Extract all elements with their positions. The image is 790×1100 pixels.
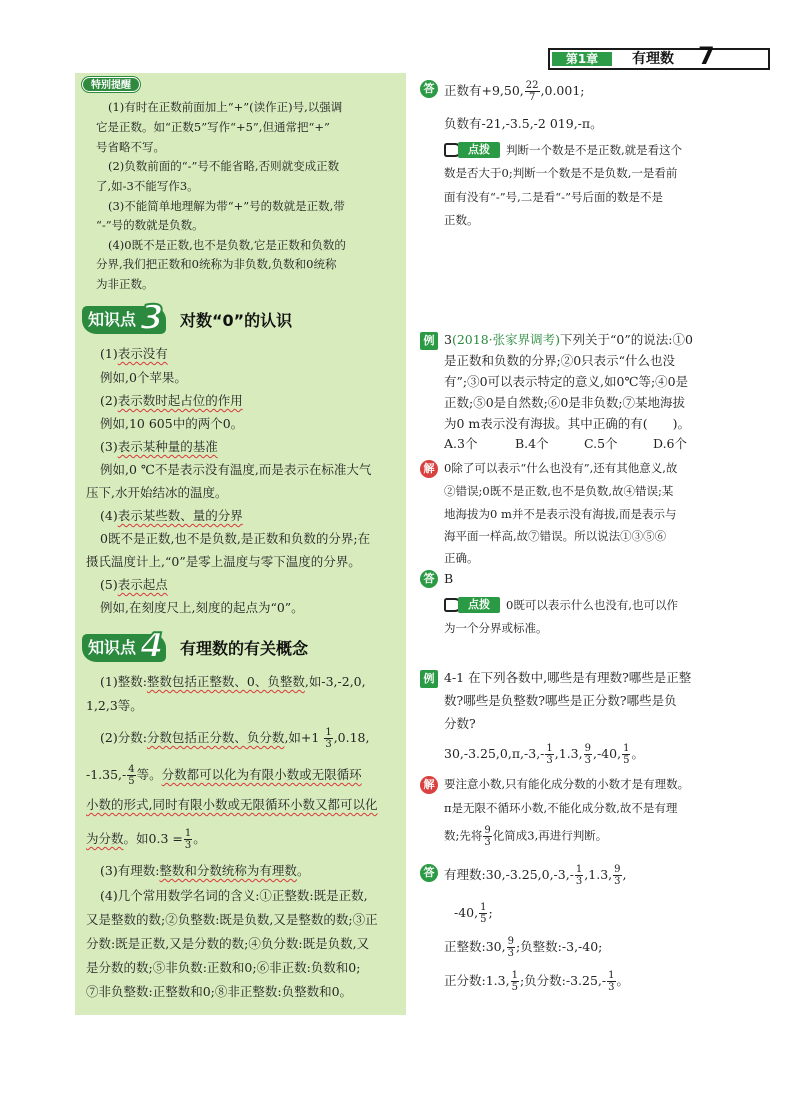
fraction: $\frac{9}{3}$ (507, 936, 514, 959)
tip-text: 判断一个数是不是正数,就是看这个 (506, 143, 683, 157)
kp3-line: 例如,在刻度尺上,刻度的起点为“0”。 (100, 600, 304, 615)
answer-line: 有理数:30,-3.25,0,-3,- $\frac{1}{3}$ ,1.3, $\frac{9}{3}$ , (444, 864, 627, 887)
chapter-header (548, 48, 770, 70)
tip-label: 特别提醒 (82, 77, 140, 92)
tip-text: 为一个分界或标准。 (444, 621, 548, 635)
number-list: 30,-3.25,0,π,-3,- $\frac{1}{3}$ ,1.3, $\frac{9}{3}$ ,-40, $\frac{1}{5}$ 。 (444, 743, 644, 766)
fraction: $\frac{22}{7}$ (525, 80, 539, 103)
fraction: $\frac{1}{5}$ (480, 902, 487, 925)
solution-line: ②错误;0既不是正数,也不是负数,故④错误;某 (444, 484, 674, 498)
example-line: 是正数和负数的分界;②0只表示“什么也没 (444, 353, 676, 368)
option-a: A.3个 (444, 436, 478, 451)
kp4-line: 又是整数的数;②负整数:既是负数,又是整数的数;③正 (86, 912, 378, 927)
answer-line: 正分数:1.3, $\frac{1}{5}$ ;负分数:-3.25,- $\frac{1}{3}$ 。 (444, 970, 630, 993)
fraction: $\frac{1}{3}$ (325, 727, 332, 750)
kp3-line: 0既不是正数,也不是负数,是正数和负数的分界;在 (100, 531, 371, 546)
kp3-line: (5)表示起点 (100, 577, 168, 592)
solution-badge: 解 (420, 776, 438, 794)
solution-line: 地海拔为0 m并不是表示没有海拔,而是表示与 (444, 507, 677, 521)
kp-title: 有理数的有关概念 (180, 639, 309, 658)
kp-title: 对数“0”的认识 (180, 311, 293, 330)
kp4-line: (3)有理数:整数和分数统称为有理数。 (100, 863, 310, 878)
tip-text: 数是否大于0;判断一个数是不是负数,一是看前 (444, 166, 678, 180)
answer-badge: 答 (420, 80, 438, 98)
kp3-line: (1)表示没有 (100, 346, 168, 361)
example-line: 4-1 在下列各数中,哪些是有理数?哪些是正整 (444, 670, 692, 685)
example-line: 有”;③0可以表示特定的意义,如0℃等;④0是 (444, 374, 689, 389)
chapter-title: 有理数 (632, 51, 674, 67)
kp4-line: -1.35,- $\frac{4}{5}$ 等。分数都可以化为有限小数或无限循环 (86, 764, 362, 787)
kp3-line: (2)表示数时起占位的作用 (100, 393, 243, 408)
kp4-line: (4)几个常用数学名词的含义:①正整数:既是正数, (100, 888, 368, 903)
solution-line: 数;先将 $\frac{9}{3}$ 化简成3,再进行判断。 (444, 825, 608, 848)
kp4-line: (1)整数:整数包括正整数、0、负整数,如-3,-2,0, (100, 674, 366, 689)
fraction: $\frac{1}{3}$ (546, 743, 553, 766)
kp3-line: (4)表示某些数、量的分界 (100, 508, 243, 523)
fraction: $\frac{1}{3}$ (184, 828, 192, 851)
kp3-line: 摄氏温度计上,“0”是零上温度与零下温度的分界。 (86, 554, 361, 569)
tip-text: 面有没有“-”号,二是看“-”号后面的数是不是 (444, 190, 663, 204)
solution-line: 0除了可以表示“什么也没有”,还有其他意义,故 (444, 461, 678, 475)
fraction: $\frac{9}{3}$ (484, 825, 491, 848)
chapter-label: 第1章 (552, 52, 612, 66)
answer-line: 正整数:30, $\frac{9}{3}$ ;负整数:-3,-40; (444, 936, 603, 959)
kp4-line: 小数的形式,同时有限小数或无限循环小数又都可以化 (86, 797, 378, 812)
tip-badge-label: 点拨 (458, 142, 500, 158)
answer-badge: 答 (420, 864, 438, 882)
tip-line: (1)有时在正数前面加上“+”(读作正)号,以强调 (108, 100, 343, 114)
page-number: 7 (698, 42, 715, 70)
kp3-line: 压下,水开始结冰的温度。 (86, 485, 228, 500)
solution-line: 正确。 (444, 551, 479, 565)
solution-badge: 解 (420, 460, 438, 478)
kp3-line: (3)表示某种量的基准 (100, 439, 218, 454)
example-line: 为0 m表示没有海拔。其中正确的有( )。 (444, 416, 691, 431)
fraction: $\frac{9}{3}$ (614, 864, 621, 887)
kp4-line: 为分数。如0.3 = $\frac{1}{3}$ 。 (86, 828, 206, 851)
tip-line: 了,如-3不能写作3。 (96, 179, 199, 193)
example-badge: 例 (420, 670, 438, 688)
tip-line: 它是正数。如“正数5”写作“+5”,但通常把“+” (96, 120, 330, 134)
tip-line: 号省略不写。 (96, 140, 165, 154)
example-badge: 例 (420, 332, 438, 350)
example-line: 分数? (444, 716, 476, 731)
tip-line: (4)0既不是正数,也不是负数,它是正数和负数的 (108, 238, 346, 252)
kp4-line: 分数:既是正数,又是分数的数;④负分数:既是负数,又 (86, 936, 370, 951)
kp-number: 3 (140, 298, 164, 338)
kp-number: 4 (140, 626, 164, 666)
kp-label: 知识点 (82, 634, 166, 662)
tip-badge-label: 点拨 (458, 597, 500, 613)
answer-line: 负数有-21,-3.5,-2 019,-π。 (444, 116, 603, 131)
option-b: B.4个 (515, 436, 549, 451)
example-line: 3(2018·张家界调考)下列关于“0”的说法:①0 (444, 332, 693, 347)
example-line: 正数;⑤0是自然数;⑥0是非负数;⑦某地海拔 (444, 395, 686, 410)
tip-line: 为非正数。 (96, 277, 154, 291)
kp-label: 知识点 (82, 306, 166, 334)
fraction: $\frac{1}{3}$ (608, 970, 615, 993)
fraction: $\frac{4}{5}$ (128, 764, 135, 787)
kp4-line: ⑦非负整数:正整数和0;⑧非正整数:负整数和0。 (86, 984, 353, 999)
fraction: $\frac{1}{3}$ (575, 864, 583, 887)
tip-text: 正数。 (444, 213, 479, 227)
kp3-line: 例如,0 ℃不是表示没有温度,而是表示在标准大气 (100, 462, 372, 477)
answer-value: B (444, 571, 454, 586)
kp3-line: 例如,10 605中的两个0。 (100, 416, 244, 431)
kp4-line: (2)分数:分数包括正分数、负分数,如+1 $\frac{1}{3}$ ,0.18, (100, 727, 370, 750)
example-line: 数?哪些是负整数?哪些是正分数?哪些是负 (444, 693, 677, 708)
tip-line: (2)负数前面的“-”号不能省略,否则就变成正数 (108, 159, 340, 173)
fraction: $\frac{1}{5}$ (511, 970, 518, 993)
option-d: D.6个 (653, 436, 688, 451)
tip-line: 分界,我们把正数和0统称为非负数,负数和0统称 (96, 257, 337, 271)
option-c: C.5个 (584, 436, 618, 451)
kp4-line: 1,2,3等。 (86, 698, 143, 713)
kp4-line: 是分数的数;⑤非负数:正数和0;⑥非正数:负数和0; (86, 960, 361, 975)
kp3-line: 例如,0个苹果。 (100, 370, 187, 385)
solution-line: 要注意小数,只有能化成分数的小数才是有理数。 (444, 777, 690, 791)
solution-line: 海平面一样高,故⑦错误。所以说法①③⑤⑥ (444, 529, 667, 543)
tip-line: (3)不能简单地理解为带“+”号的数就是正数,带 (108, 199, 345, 213)
answer-line: -40, $\frac{1}{5}$ ; (454, 902, 493, 925)
answer-badge: 答 (420, 570, 438, 588)
fraction: $\frac{9}{3}$ (584, 743, 591, 766)
answer-line: 正数有+9,50, $\frac{22}{7}$ ,0.001; (444, 80, 585, 103)
solution-line: π是无限不循环小数,不能化成分数,故不是有理 (444, 801, 678, 815)
tip-text: 0既可以表示什么也没有,也可以作 (506, 598, 678, 612)
tip-line: “-”号的数就是负数。 (96, 218, 204, 232)
fraction: $\frac{1}{5}$ (623, 743, 630, 766)
